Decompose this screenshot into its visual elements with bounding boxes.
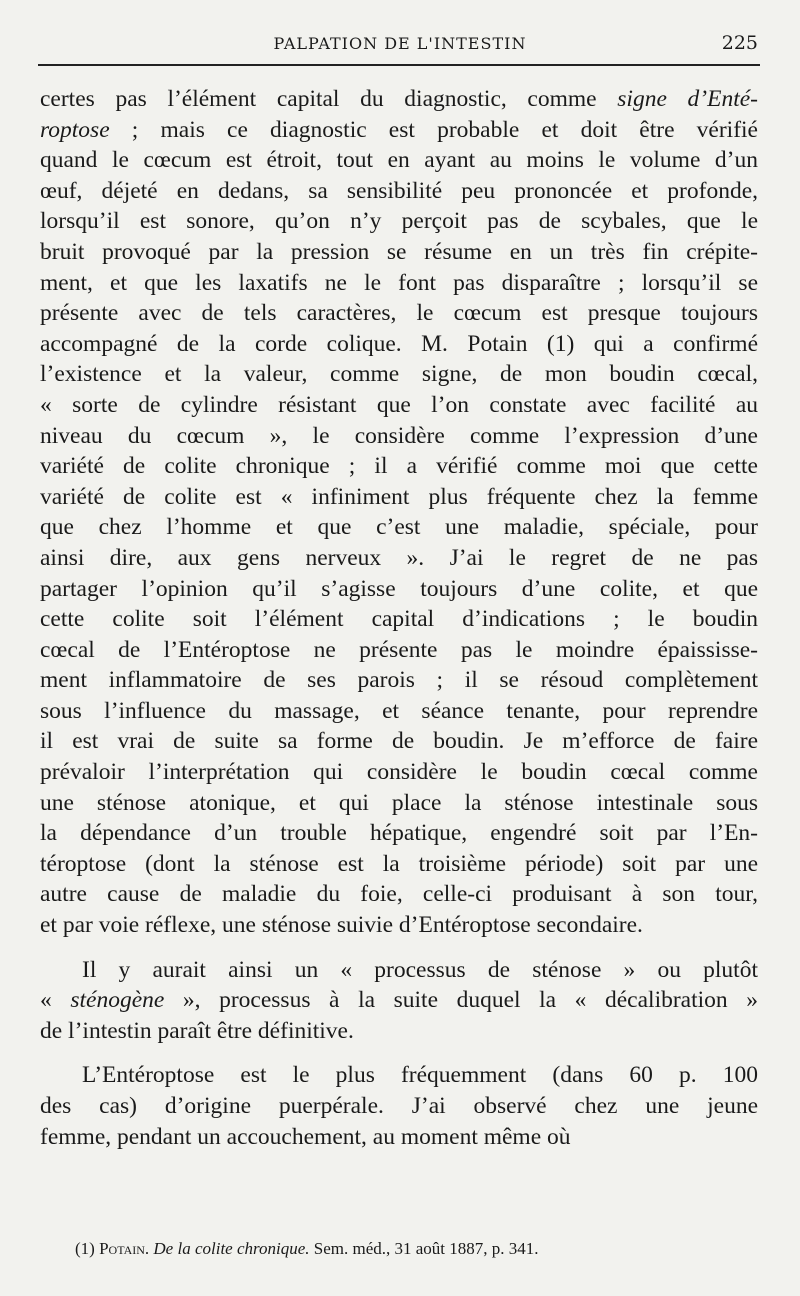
text-line: accompagné de la corde colique. M. Potain (1) qui a confirmé <box>40 330 758 357</box>
paragraph-gap <box>40 941 758 955</box>
paragraph-gap <box>40 1046 758 1060</box>
text-line: « sorte de cylindre résistant que l’on constate avec facilité au <box>40 391 758 418</box>
text-line: ment inflammatoire de ses parois ; il se résoud complètement <box>40 667 758 694</box>
text-line: Il y aurait ainsi un « processus de sténose » ou plutôt <box>82 956 758 983</box>
running-title: PALPATION DE L'INTESTIN <box>273 34 527 53</box>
text-line: œuf, déjeté en dedans, sa sensibilité peu prononcée et profonde, <box>40 177 758 204</box>
text-line: partager l’opinion qu’il s’agisse toujours d’une colite, et que <box>40 575 758 602</box>
running-head <box>40 30 760 60</box>
text-line: roptose ; mais ce diagnostic est probable et doit être vérifié <box>40 116 758 143</box>
text-line: il est vrai de suite sa forme de boudin. Je m’efforce de faire <box>40 728 758 755</box>
header-rule <box>38 64 760 66</box>
text-line: L’Entéroptose est le plus fréquemment (dans 60 p. 100 <box>82 1062 758 1089</box>
paragraph <box>40 955 758 1047</box>
body-text <box>40 84 758 1152</box>
page-number: 225 <box>721 32 758 54</box>
text-line: « sténogène », processus à la suite duquel la « décalibration » <box>40 987 759 1014</box>
text-line: ment, et que les laxatifs ne le font pas disparaître ; lorsqu’il se <box>40 269 758 296</box>
text-line: variété de colite chronique ; il a vérifié comme moi que cette <box>40 453 758 480</box>
footnote-marker: (1) <box>75 1239 100 1258</box>
text-line: certes pas l’élément capital du diagnostic, comme signe d’Enté- <box>40 86 758 112</box>
text-line: présente avec de tels caractères, le cœcum est presque toujours <box>40 300 758 327</box>
text-line: de l’intestin paraît être définitive. <box>40 1017 354 1044</box>
text-line: cœcal de l’Entéroptose ne présente pas le moindre épaississe- <box>40 636 758 663</box>
text-line: femme, pendant un accouchement, au moment même où <box>40 1123 571 1150</box>
text-line: ainsi dire, aux gens nerveux ». J’ai le regret de ne pas <box>40 544 758 571</box>
footnote-title: De la colite chronique. <box>153 1239 310 1258</box>
text-line: sous l’influence du massage, et séance tenante, pour reprendre <box>40 697 758 724</box>
footnote-author: Potain. <box>99 1239 150 1258</box>
footnote <box>75 1239 539 1259</box>
text-line: téroptose (dont la sténose est la troisième période) soit par une <box>40 850 758 877</box>
text-line: prévaloir l’interprétation qui considère le boudin cœcal comme <box>40 759 758 786</box>
text-line: l’existence et la valeur, comme signe, de mon boudin cœcal, <box>40 361 758 388</box>
text-line: la dépendance d’un trouble hépatique, engendré soit par l’En- <box>40 820 758 847</box>
text-line: quand le cœcum est étroit, tout en ayant au moins le volume d’un <box>40 147 758 174</box>
text-line: des cas) d’origine puerpérale. J’ai observé chez une jeune <box>40 1093 758 1119</box>
text-line: variété de colite est « infiniment plus fréquente chez la femme <box>40 483 758 510</box>
text-line: et par voie réflexe, une sténose suivie d’Entéroptose secondaire. <box>40 912 643 939</box>
text-line: cette colite soit l’élément capital d’indications ; le boudin <box>40 606 758 633</box>
text-line: lorsqu’il est sonore, qu’on n’y perçoit pas de scybales, que le <box>40 208 758 235</box>
footnote-citation: Sem. méd., 31 août 1887, p. 341. <box>309 1239 539 1258</box>
text-line: autre cause de maladie du foie, celle-ci produisant à son tour, <box>40 881 758 908</box>
text-line: que chez l’homme et que c’est une maladie, spéciale, pour <box>40 514 758 541</box>
paragraph <box>40 1060 758 1152</box>
text-line: niveau du cœcum », le considère comme l’expression d’une <box>40 422 758 449</box>
paragraph <box>40 84 758 941</box>
text-line: une sténose atonique, et qui place la sténose intestinale sous <box>40 789 758 816</box>
text-line: bruit provoqué par la pression se résume en un très fin crépite- <box>40 238 758 265</box>
